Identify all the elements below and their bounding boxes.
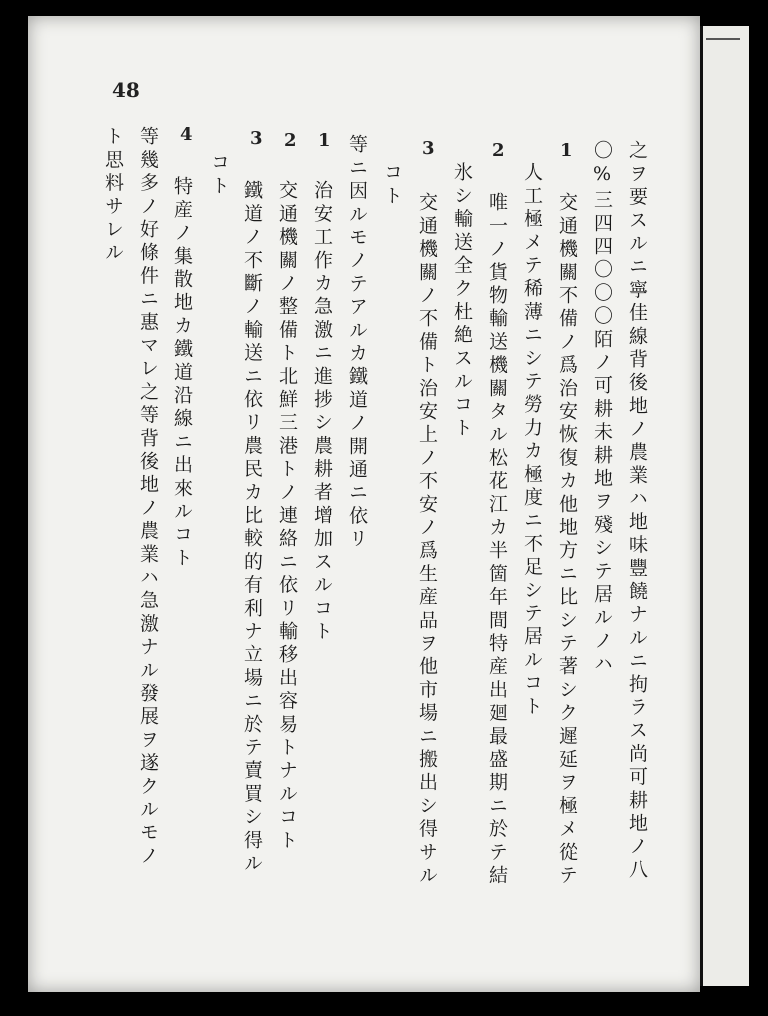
text-line-12: 鐵道ノ不斷ノ輸送ニ依リ農民カ比較的有利ナ立場ニ於テ賣買シ得ル [241, 180, 263, 877]
text-line-14: 特産ノ集散地カ鐵道沿線ニ出來ルコト [171, 176, 193, 571]
text-line-15: 等幾多ノ好條件ニ惠マレ之等背後地ノ農業ハ急激ナル發展ヲ遂クルモノ [137, 126, 159, 869]
text-line-9: 等ニ因ルモノテアルカ鐵道ノ開通ニ依リ [346, 134, 368, 552]
text-line-6: 氷シ輸送全ク杜絶スルコト [451, 162, 473, 441]
text-line-5: 唯一ノ貨物輸送機關タル松花江カ半箇年間特産出廻最盛期ニ於テ結 [486, 192, 508, 888]
text-line-10: 治安工作カ急激ニ進捗シ農耕者增加スルコト [311, 180, 333, 644]
list-marker-b2: 2 [284, 130, 297, 151]
page-edge-line [706, 38, 740, 40]
text-line-8: コト [381, 162, 403, 209]
list-marker-a1: 1 [560, 140, 573, 161]
list-marker-a2: 2 [492, 140, 505, 161]
list-marker-a3: 3 [422, 138, 435, 159]
text-line-11: 交通機關ノ整備ト北鮮三港トノ連絡ニ依リ輸移出容易トナルコト [276, 180, 298, 853]
text-line-7: 交通機關ノ不備ト治安上ノ不安ノ爲生産品ヲ他市場ニ搬出シ得サル [416, 192, 438, 888]
text-line-13: コト [208, 152, 230, 199]
list-marker-b3: 3 [250, 128, 263, 149]
text-line-4: 人工極メテ稀薄ニシテ勞力カ極度ニ不足シテ居ルコト [521, 162, 543, 719]
list-marker-b4: 4 [180, 124, 193, 145]
text-line-3: 交通機關不備ノ爲治安恢復カ他地方ニ比シテ著シク遲延ヲ極メ從テ [556, 192, 578, 889]
text-line-1: 之ヲ要スルニ寧佳線背後地ノ農業ハ地味豐饒ナルニ拘ラス尚可耕地ノ八 [626, 140, 648, 883]
list-marker-b1: 1 [318, 130, 331, 151]
text-line-2: 〇%三四四〇〇〇陌ノ可耕未耕地ヲ殘シテ居ルノハ [591, 140, 613, 677]
text-line-16: ト思料サレル [102, 126, 124, 266]
page-number: 48 [112, 78, 140, 102]
adjacent-page-edge [700, 26, 749, 986]
